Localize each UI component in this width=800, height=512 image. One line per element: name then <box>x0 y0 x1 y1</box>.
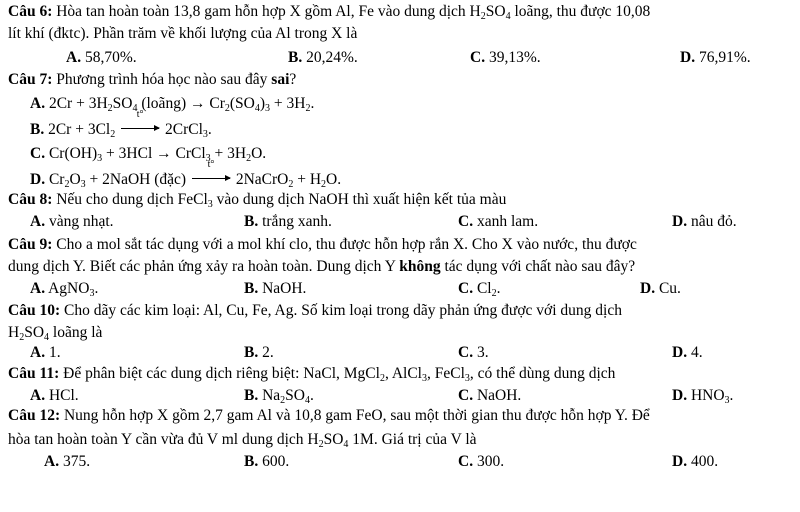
question-7-option-c[interactable] <box>30 144 266 164</box>
question-7-option-d[interactable] <box>30 159 342 190</box>
subscript: 3 <box>205 153 211 164</box>
question-11-text-c: , FeCl <box>426 365 465 382</box>
question-9-option-a[interactable] <box>30 279 98 299</box>
option-label: B. <box>244 344 259 361</box>
equation-part: + H <box>293 171 322 188</box>
option-text: 1. <box>48 344 61 361</box>
option-text: 400. <box>690 453 719 470</box>
question-10-line-1 <box>8 301 622 321</box>
question-9-text-b: dung dịch Y. Biết các phản ứng xảy ra hoàn toàn. Dung dịch Y <box>8 258 400 275</box>
question-11-option-b[interactable] <box>244 386 314 406</box>
equation-part: + 2NaOH (đặc) <box>85 171 187 188</box>
arrow-condition: t° <box>136 109 144 120</box>
option-text: NaOH. <box>476 387 522 404</box>
subscript: 3 <box>202 129 208 140</box>
subscript: 2 <box>321 179 327 190</box>
equation-part: ) <box>259 95 266 112</box>
question-9-option-d[interactable] <box>640 279 681 299</box>
option-text: vàng nhạt. <box>48 213 114 230</box>
subscript: 3 <box>89 288 95 299</box>
option-text: 4. <box>690 344 703 361</box>
option-text: xanh lam. <box>476 213 539 230</box>
subscript: 3 <box>207 199 213 210</box>
question-6-line-1 <box>8 2 650 22</box>
subscript: 2 <box>19 332 25 343</box>
question-11-number: Câu 11: <box>8 365 60 382</box>
question-10-text-c: SO <box>24 324 45 341</box>
question-8-option-d[interactable] <box>672 212 737 232</box>
subscript: 2 <box>379 373 385 384</box>
option-label: C. <box>458 213 474 230</box>
option-text: 3. <box>476 344 489 361</box>
option-text: trắng xanh. <box>262 213 332 230</box>
equation-part: (loãng) → Cr <box>137 95 225 112</box>
question-6-text-c: loãng, thu được 10,08 <box>510 3 651 20</box>
subscript: 2 <box>318 439 324 450</box>
question-12-option-d[interactable] <box>672 452 718 472</box>
question-12-text-b: hòa tan hoàn toàn Y cần vừa đủ V ml dung dịch H <box>8 431 319 448</box>
question-7-number: Câu 7: <box>8 71 53 88</box>
subscript: 4 <box>305 395 310 406</box>
option-label: D. <box>672 344 688 361</box>
option-label: B. <box>288 49 303 66</box>
arrow-line <box>121 128 159 129</box>
subscript: 2 <box>110 129 116 140</box>
question-9-emphasis: không <box>399 258 441 275</box>
question-6-text-b: SO <box>485 3 506 20</box>
option-label: C. <box>458 344 474 361</box>
option-text: 39,13%. <box>488 49 541 66</box>
option-text: nâu đỏ. <box>690 213 737 230</box>
question-10-text-d: loãng là <box>49 324 103 341</box>
question-9-text-c: tác dụng với chất nào sau đây? <box>440 258 636 275</box>
question-11-text-b: , AlCl <box>384 365 422 382</box>
option-label: C. <box>458 280 474 297</box>
question-11-text: Để phân biệt các dung dịch riêng biệt: NaCl, MgCl <box>59 365 380 382</box>
equation-part: + 3H <box>270 95 306 112</box>
equation-part: + 3H <box>210 145 247 162</box>
question-10-number: Câu 10: <box>8 302 61 319</box>
arrow-condition: t° <box>207 159 215 170</box>
question-6-option-c[interactable] <box>470 48 541 68</box>
subscript: 2 <box>224 103 230 114</box>
subscript: 4 <box>343 439 349 450</box>
subscript: 2 <box>246 153 252 164</box>
option-label: A. <box>30 95 46 112</box>
question-12-text-c: SO <box>323 431 344 448</box>
option-label: B. <box>244 453 259 470</box>
option-text: HNO <box>690 387 725 404</box>
question-9-text: Cho a mol sắt tác dụng với a mol khí clo, thu được hỗn hợp rắn X. Cho X vào nước, thu được <box>52 236 637 253</box>
question-10-option-d[interactable] <box>672 343 703 363</box>
question-11-option-c[interactable] <box>458 386 521 406</box>
equation-part: Cr(OH) <box>48 145 98 162</box>
question-9-option-c[interactable] <box>458 279 500 299</box>
subscript: 3 <box>97 153 103 164</box>
question-11-text-d: , có thể dùng dung dịch <box>469 365 616 382</box>
subscript: 3 <box>724 395 730 406</box>
option-label: D. <box>680 49 696 66</box>
option-label: A. <box>30 344 46 361</box>
option-label: B. <box>244 213 259 230</box>
equation-part: (SO <box>229 95 255 112</box>
question-6-option-d[interactable] <box>680 48 751 68</box>
subscript: 2 <box>64 179 70 190</box>
subscript: 2 <box>491 288 497 299</box>
option-text-end: . <box>496 280 501 297</box>
option-text: AgNO <box>48 280 90 297</box>
option-label: C. <box>458 387 474 404</box>
option-label: B. <box>244 280 259 297</box>
question-12-line-1 <box>8 406 650 426</box>
equation-part: . <box>207 121 212 138</box>
question-8-line <box>8 190 506 210</box>
question-7-option-b[interactable] <box>30 109 212 140</box>
option-text: 2. <box>262 344 274 361</box>
question-7-end: ? <box>289 71 297 88</box>
question-7-emphasis: sai <box>271 71 290 88</box>
option-label: A. <box>30 280 46 297</box>
subscript: 3 <box>265 103 271 114</box>
option-text: 375. <box>62 453 91 470</box>
question-7-line <box>8 70 296 90</box>
question-10-line-2 <box>8 323 102 343</box>
option-text: Na <box>262 387 281 404</box>
option-label: A. <box>30 387 46 404</box>
option-text: Cu. <box>658 280 681 297</box>
question-6-number: Câu 6: <box>8 3 53 20</box>
option-text: Cl <box>476 280 492 297</box>
question-12-number: Câu 12: <box>8 407 61 424</box>
question-9-option-b[interactable] <box>244 279 306 299</box>
question-10-option-a[interactable] <box>30 343 61 363</box>
option-label: A. <box>66 49 82 66</box>
question-12-line-2 <box>8 430 477 450</box>
subscript: 3 <box>464 373 470 384</box>
option-label: D. <box>672 453 688 470</box>
option-text: NaOH. <box>262 280 307 297</box>
question-9-line-1 <box>8 235 637 255</box>
question-10-option-c[interactable] <box>458 343 489 363</box>
equation-part: O <box>69 171 81 188</box>
question-10-text: Cho dãy các kim loại: Al, Cu, Fe, Ag. Số kim loại trong dãy phản ứng được với dung dịch <box>60 302 622 319</box>
equation-part: 2NaCrO <box>235 171 289 188</box>
equation-part: . <box>310 95 315 112</box>
question-11-option-d[interactable] <box>672 386 733 406</box>
question-6-line-2: lít khí (đktc). Phần trăm về khối lượng của Al trong X là <box>8 25 358 42</box>
question-8-text-b: vào dung dịch NaOH thì xuất hiện kết tủa màu <box>212 191 507 208</box>
question-12-option-c[interactable] <box>458 452 504 472</box>
option-label: D. <box>30 171 46 188</box>
equation-part: Cr <box>48 171 65 188</box>
arrow-line <box>192 178 230 179</box>
subscript: 2 <box>480 11 486 22</box>
option-label: D. <box>672 387 688 404</box>
question-6-text: Hòa tan hoàn toàn 13,8 gam hỗn hợp X gồm Al, Fe vào dung dịch H <box>52 3 481 20</box>
question-9-line-2 <box>8 257 635 277</box>
option-text: HCl. <box>48 387 79 404</box>
question-8-option-c[interactable] <box>458 212 538 232</box>
subscript: 2 <box>280 395 286 406</box>
question-6-option-b[interactable] <box>288 48 358 68</box>
equation-part: + 3HCl → CrCl <box>102 145 206 162</box>
subscript: 4 <box>132 103 138 114</box>
question-8-option-a[interactable] <box>30 212 114 232</box>
question-7-option-a[interactable] <box>30 94 314 114</box>
option-label: C. <box>458 453 474 470</box>
question-8-number: Câu 8: <box>8 191 53 208</box>
subscript: 4 <box>44 332 50 343</box>
subscript: 4 <box>505 11 511 22</box>
subscript: 3 <box>421 373 427 384</box>
equation-part: O. <box>251 145 267 162</box>
question-12-option-a[interactable] <box>44 452 90 472</box>
reaction-arrow <box>121 109 159 140</box>
option-label: A. <box>30 213 46 230</box>
option-label: B. <box>244 387 259 404</box>
equation-part: SO <box>112 95 133 112</box>
option-text-end: . <box>729 387 734 404</box>
option-text-end: . <box>310 387 314 404</box>
question-7-text: Phương trình hóa học nào sau đây <box>52 71 272 88</box>
option-text-end: . <box>94 280 99 297</box>
question-8-option-b[interactable] <box>244 212 332 232</box>
option-label: C. <box>470 49 486 66</box>
question-8-text: Nếu cho dung dịch FeCl <box>52 191 208 208</box>
equation-part: O. <box>326 171 342 188</box>
option-text: 58,70%. <box>84 49 137 66</box>
question-12-text: Nung hỗn hợp X gồm 2,7 gam Al và 10,8 gam FeO, sau một thời gian thu được hỗn hợp Y. Để <box>60 407 650 424</box>
option-text: 76,91%. <box>698 49 751 66</box>
question-6-option-a[interactable] <box>66 48 137 68</box>
subscript: 2 <box>288 179 294 190</box>
equation-part: 2Cr + 3Cl <box>48 121 111 138</box>
option-text: 300. <box>476 453 505 470</box>
option-label: B. <box>30 121 45 138</box>
subscript: 2 <box>107 103 113 114</box>
question-9-number: Câu 9: <box>8 236 53 253</box>
question-12-text-d: 1M. Giá trị của V là <box>348 431 477 448</box>
question-10-option-b[interactable] <box>244 343 274 363</box>
subscript: 3 <box>80 179 86 190</box>
reaction-arrow <box>192 159 230 190</box>
subscript: 2 <box>305 103 311 114</box>
option-text: 20,24%. <box>306 49 358 66</box>
option-label: D. <box>672 213 688 230</box>
option-label: C. <box>30 145 46 162</box>
option-label: A. <box>44 453 60 470</box>
subscript: 4 <box>254 103 260 114</box>
equation-part: 2CrCl <box>164 121 203 138</box>
question-11-line <box>8 364 615 384</box>
equation-part: 2Cr + 3H <box>48 95 108 112</box>
question-11-option-a[interactable] <box>30 386 79 406</box>
option-text-b: SO <box>285 387 305 404</box>
option-text: 600. <box>262 453 290 470</box>
option-label: D. <box>640 280 656 297</box>
question-12-option-b[interactable] <box>244 452 289 472</box>
question-10-text-b: H <box>8 324 20 341</box>
